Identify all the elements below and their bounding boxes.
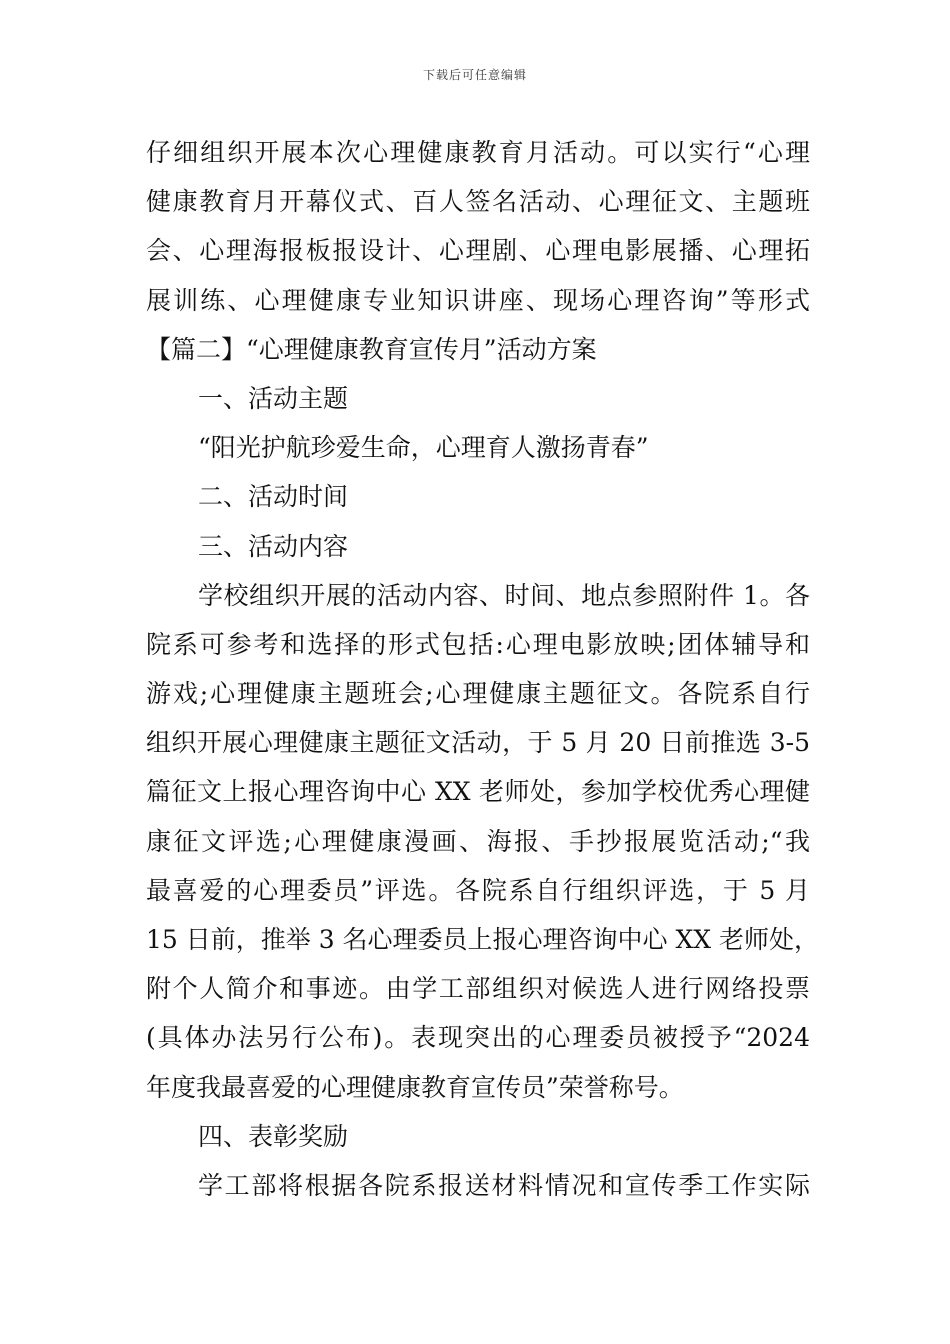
text-line: 二、活动时间 xyxy=(198,482,349,512)
text-line: 附个人简介和事迹。由学工部组织对候选人进行网络投票 xyxy=(146,974,810,1004)
text-line: 游戏;心理健康主题班会;心理健康主题征文。各院系自行 xyxy=(146,679,810,709)
text-line: 四、表彰奖励 xyxy=(198,1121,349,1151)
document-body xyxy=(146,128,820,1210)
text-line: “阳光护航珍爱生命，心理育人激扬青春” xyxy=(198,433,649,463)
text-line: 三、活动内容 xyxy=(198,531,349,561)
text-line: 院系可参考和选择的形式包括:心理电影放映;团体辅导和 xyxy=(146,629,810,659)
text-line: 15 日前，推举 3 名心理委员上报心理咨询中心 XX 老师处， xyxy=(146,925,820,954)
text-line: 最喜爱的心理委员”评选。各院系自行组织评选，于 5 月 xyxy=(146,875,810,905)
text-line: 组织开展心理健康主题征文活动，于 5 月 20 日前推选 3-5 xyxy=(146,728,810,758)
text-line: 篇征文上报心理咨询中心 XX 老师处，参加学校优秀心理健 xyxy=(146,777,810,807)
text-line: 康征文评选;心理健康漫画、海报、手抄报展览活动;“我 xyxy=(146,826,810,856)
text-line: 一、活动主题 xyxy=(198,383,349,413)
page-header-note: 下载后可任意编辑 xyxy=(422,68,527,82)
text-line: 会、心理海报板报设计、心理剧、心理电影展播、心理拓 xyxy=(146,236,810,266)
text-line: 学校组织开展的活动内容、时间、地点参照附件 1。各 xyxy=(198,580,810,610)
text-line: 【篇二】“心理健康教育宣传月”活动方案 xyxy=(146,334,597,364)
text-line: 年度我最喜爱的心理健康教育宣传员”荣誉称号。 xyxy=(146,1072,684,1102)
text-line: 仔细组织开展本次心理健康教育月活动。可以实行“心理 xyxy=(146,138,810,167)
text-line: 健康教育月开幕仪式、百人签名活动、心理征文、主题班 xyxy=(146,187,810,217)
text-line: 学工部将根据各院系报送材料情况和宣传季工作实际 xyxy=(198,1170,810,1200)
text-line: (具体办法另行公布)。表现突出的心理委员被授予“2024 xyxy=(146,1023,810,1053)
text-line: 展训练、心理健康专业知识讲座、现场心理咨询”等形式 xyxy=(146,285,810,315)
